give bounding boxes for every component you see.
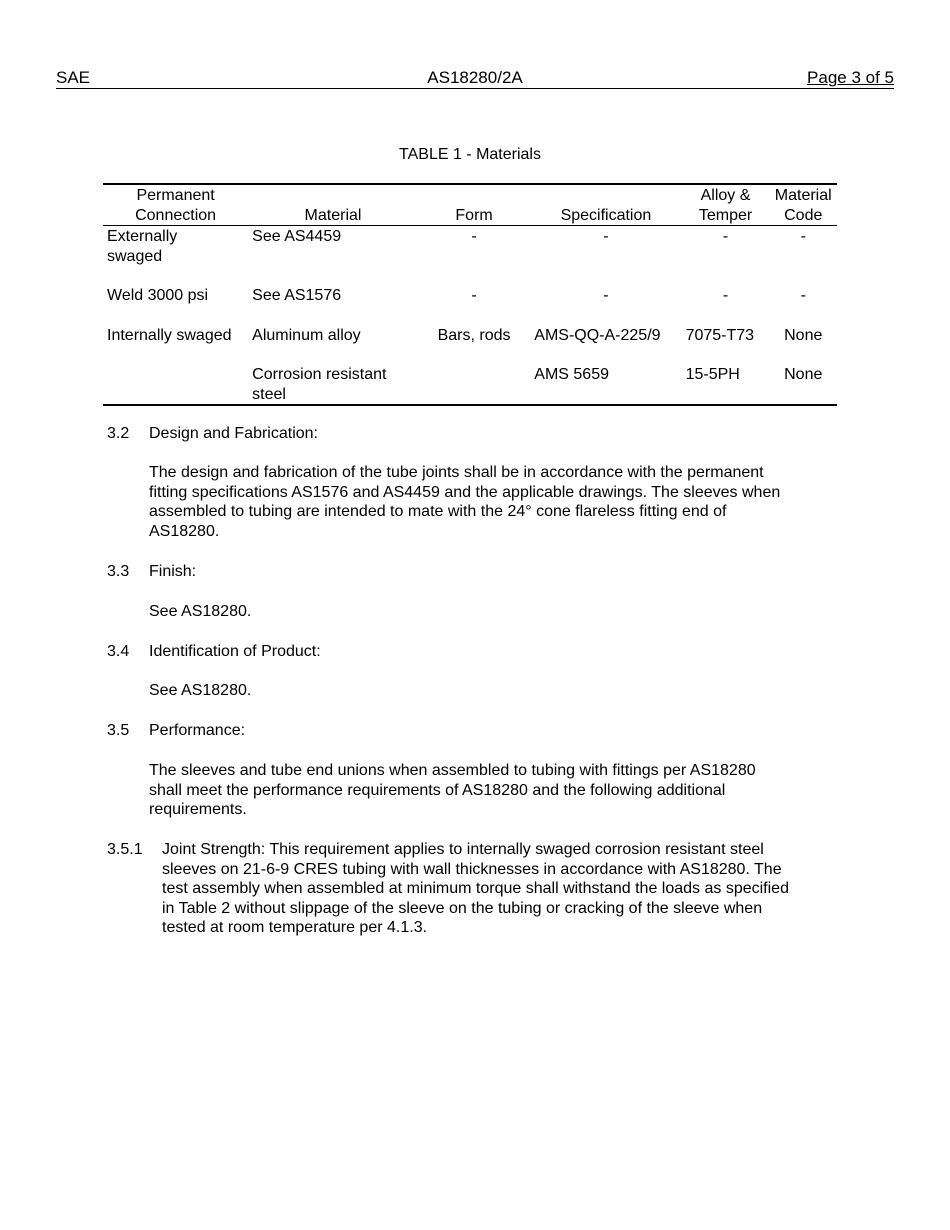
header-page-number: Page 3 of 5 (807, 68, 894, 87)
text-line: requirements. (149, 801, 247, 818)
section-number-3-4: 3.4 (107, 643, 130, 660)
page-header (56, 68, 894, 89)
column-header-material-code: Material Code (769, 184, 837, 226)
text-line: shall meet the performance requirements of AS18280 and the following additional (149, 781, 726, 799)
section-number-3-5: 3.5 (107, 722, 130, 739)
cell-material-code: - (800, 287, 806, 304)
cell-material: Aluminum alloy (252, 326, 361, 344)
section-number-3-2: 3.2 (107, 425, 130, 442)
section-body-performance (149, 761, 849, 820)
column-header-permanent-connection: Permanent Connection (103, 184, 248, 226)
cell-specification: - (603, 287, 609, 304)
cell-alloy-temper: 15-5PH (685, 366, 740, 383)
cell-alloy-temper: - (722, 287, 729, 304)
section-body-identification (149, 681, 849, 701)
cell-connection: Externally swaged (107, 228, 178, 265)
cell-material-code: None (784, 366, 823, 383)
cell-specification: AMS-QQ-A-225/9 (534, 326, 661, 344)
text-line: The sleeves and tube end unions when assembled to tubing with fittings per AS18280 (149, 762, 756, 779)
section-title-finish: Finish: (149, 563, 197, 580)
cell-specification: - (603, 228, 609, 245)
text-line: See AS18280. (149, 603, 252, 620)
cell-specification: AMS 5659 (534, 366, 609, 383)
text-line: fitting specifications AS1576 and AS4459 and the applicable drawings. The sleeves when (149, 483, 781, 501)
cell-form: Bars, rods (437, 326, 511, 344)
cell-material-code: - (800, 228, 806, 245)
table-row (103, 325, 837, 365)
text-line: tested at room temperature per 4.1.3. (162, 919, 428, 936)
text-line: See AS18280. (149, 682, 252, 699)
section-number-3-3: 3.3 (107, 563, 130, 580)
section-body-finish (149, 602, 849, 622)
cell-material: Corrosion resistant steel (252, 366, 387, 403)
table-row (103, 364, 837, 405)
cell-form: - (471, 287, 477, 304)
text-line: The design and fabrication of the tube joints shall be in accordance with the permanent (149, 464, 764, 481)
text-line: assembled to tubing are intended to mate with the 24° cone flareless fitting end of (149, 503, 727, 520)
section-title-performance: Performance: (149, 722, 246, 739)
text-line: sleeves on 21-6-9 CRES tubing with wall thicknesses in accordance with AS18280. The (162, 860, 782, 878)
column-header-alloy-temper: Alloy & Temper (682, 184, 770, 226)
text-line: test assembly when assembled at minimum torque shall withstand the loads as specified (162, 880, 789, 897)
section-title-identification: Identification of Product: (149, 643, 321, 660)
table-header-row (103, 184, 837, 226)
cell-connection (103, 364, 248, 405)
text-line: AS18280. (149, 522, 220, 540)
header-org: SAE (56, 68, 91, 87)
column-header-form: Form (418, 184, 530, 226)
cell-form (418, 364, 530, 405)
cell-alloy-temper: 7075-T73 (685, 326, 755, 344)
cell-material-code: None (784, 326, 823, 344)
column-header-specification: Specification (530, 184, 681, 226)
section-body-joint-strength (162, 840, 852, 938)
text-line: Joint Strength: This requirement applies to internally swaged corrosion resistant steel (162, 841, 764, 858)
cell-material: See AS1576 (252, 287, 342, 304)
table-title: TABLE 1 - Materials (399, 146, 541, 163)
materials-table (103, 183, 837, 406)
table-row (103, 285, 837, 325)
section-body-design-fabrication (149, 463, 849, 541)
header-document-number: AS18280/2A (427, 68, 523, 87)
cell-material: See AS4459 (252, 228, 342, 245)
text-line: in Table 2 without slippage of the sleeve on the tubing or cracking of the sleeve when (162, 899, 763, 917)
cell-connection: Weld 3000 psi (107, 287, 209, 304)
column-header-material: Material (248, 184, 418, 226)
cell-form: - (471, 228, 477, 245)
cell-connection: Internally swaged (107, 326, 232, 344)
cell-alloy-temper: - (722, 228, 729, 245)
section-title-design-fabrication: Design and Fabrication: (149, 425, 318, 442)
table-row (103, 226, 837, 286)
section-number-3-5-1: 3.5.1 (107, 841, 143, 858)
